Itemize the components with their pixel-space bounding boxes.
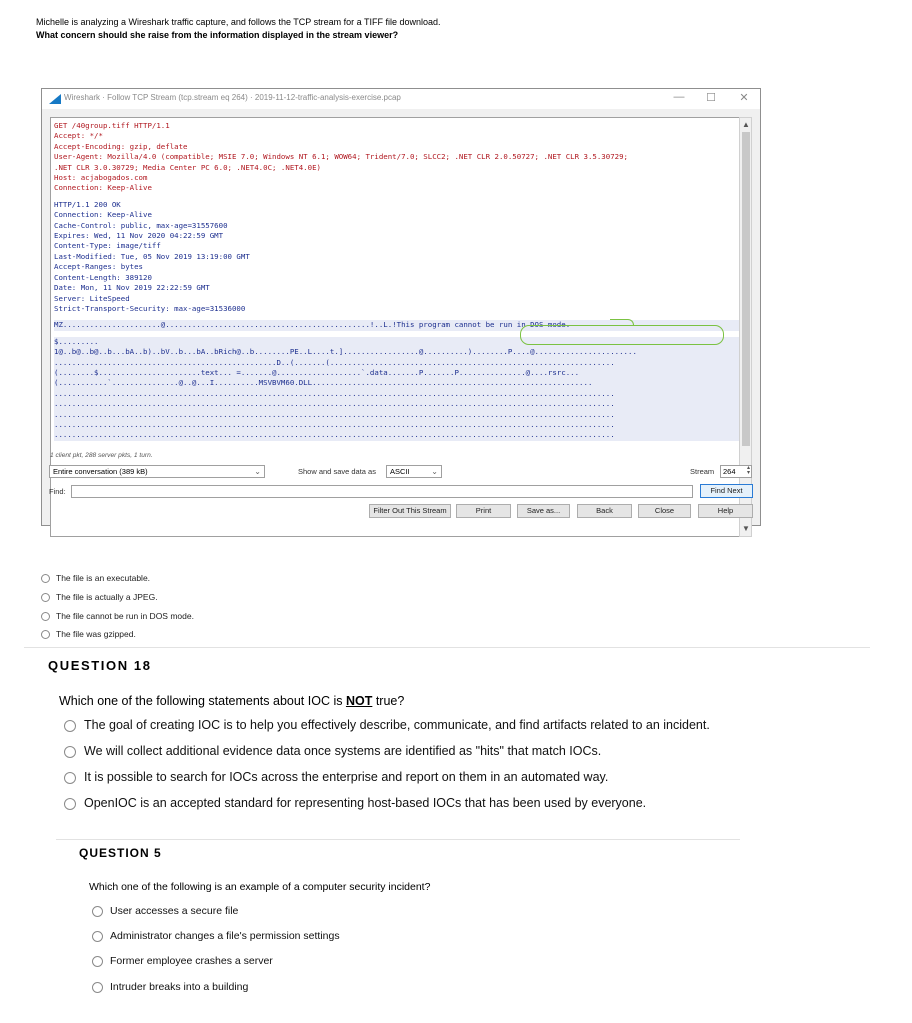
server-response-line: Expires: Wed, 11 Nov 2020 04:22:59 GMT bbox=[54, 231, 224, 241]
scroll-thumb[interactable] bbox=[742, 132, 750, 446]
back-button[interactable]: Back bbox=[577, 504, 632, 518]
q1-option-4[interactable] bbox=[41, 629, 136, 639]
q5-option-4[interactable] bbox=[92, 981, 248, 993]
binary-dump-line: 1@..b@..b@..b...bA..b)..bV..b...bA..bRich@..b........PE..L....t.].................@..........)........P....@....................... bbox=[54, 347, 739, 357]
data-format-select[interactable] bbox=[386, 465, 442, 478]
binary-dump-line: (........$.......................text... =.......@...................`.data.......P.......P...............@....rsrc... bbox=[54, 368, 739, 378]
q5-option-3[interactable] bbox=[92, 955, 273, 967]
print-button[interactable]: Print bbox=[456, 504, 511, 518]
q5-option-4-label: Intruder breaks into a building bbox=[110, 981, 249, 993]
radio-button[interactable] bbox=[92, 982, 103, 993]
close-icon[interactable]: ✕ bbox=[739, 92, 749, 104]
minimize-icon[interactable]: — bbox=[673, 91, 685, 103]
q5-option-2-label: Administrator changes a file's permission settings bbox=[110, 930, 340, 942]
data-format-value: ASCII bbox=[390, 467, 410, 476]
show-save-label: Show and save data as bbox=[298, 467, 376, 476]
binary-dump-block bbox=[54, 337, 739, 441]
binary-dump-line: (...........`...............@..@...I..........MSVBVM60.DLL............................................................... bbox=[54, 378, 739, 388]
scroll-up-icon[interactable]: ▲ bbox=[742, 120, 750, 129]
find-label: Find: bbox=[49, 487, 66, 496]
stream-label: Stream bbox=[690, 467, 715, 476]
radio-button[interactable] bbox=[64, 772, 76, 784]
q5-option-1-label: User accesses a secure file bbox=[110, 905, 239, 917]
radio-button[interactable] bbox=[64, 798, 76, 810]
highlight-annotation-mark bbox=[610, 319, 634, 325]
mz-header-line: MZ......................@..............................................!..L.!This program cannot be run in DOS mode. bbox=[54, 320, 739, 330]
client-request-line: .NET CLR 3.0.30729; Media Center PC 6.0; .NET4.0C; .NET4.0E) bbox=[54, 162, 321, 172]
spinner-arrows-icon[interactable]: ▴ ▾ bbox=[746, 465, 750, 476]
q1-option-3-label: The file cannot be run in DOS mode. bbox=[56, 611, 194, 621]
scroll-down-icon[interactable]: ▼ bbox=[742, 524, 750, 533]
q5-option-2[interactable] bbox=[92, 930, 340, 942]
radio-button[interactable] bbox=[92, 956, 103, 967]
conversation-select-value: Entire conversation (389 kB) bbox=[53, 467, 148, 476]
q18-option-2-label: We will collect additional evidence data once systems are identified as "hits" that match IOCs. bbox=[84, 744, 602, 758]
find-next-button[interactable]: Find Next bbox=[700, 484, 753, 498]
stream-number-spinner[interactable] bbox=[720, 465, 752, 478]
question-18-heading: QUESTION 18 bbox=[48, 658, 152, 673]
conversation-select[interactable] bbox=[49, 465, 265, 478]
highlight-annotation-circle bbox=[520, 325, 724, 345]
section-divider bbox=[24, 647, 870, 648]
binary-dump-line: .............................................................................................................................. bbox=[54, 430, 739, 440]
server-response-line: HTTP/1.1 200 OK bbox=[54, 199, 121, 209]
radio-button[interactable] bbox=[41, 630, 50, 639]
q18-option-4[interactable] bbox=[64, 796, 646, 810]
q1-option-1-label: The file is an executable. bbox=[56, 573, 151, 583]
client-request-block bbox=[54, 121, 739, 194]
q1-option-4-label: The file was gzipped. bbox=[56, 629, 136, 639]
wireshark-follow-stream-window bbox=[41, 88, 761, 533]
q5-option-3-label: Former employee crashes a server bbox=[110, 955, 273, 967]
radio-button[interactable] bbox=[64, 746, 76, 758]
client-request-line: Connection: Keep-Alive bbox=[54, 183, 152, 193]
binary-dump-line: .............................................................................................................................. bbox=[54, 420, 739, 430]
client-request-line: User-Agent: Mozilla/4.0 (compatible; MSIE 7.0; Windows NT 6.1; WOW64; Trident/7.0; SLCC2; .NET CLR 2.0.50727; .NET CLR 3.5.30729; bbox=[54, 152, 628, 162]
server-response-line: Content-Length: 389120 bbox=[54, 272, 152, 282]
server-response-line: Connection: Keep-Alive bbox=[54, 210, 152, 220]
q1-option-2[interactable] bbox=[41, 592, 158, 602]
q18-text-after: true? bbox=[372, 694, 405, 708]
q18-option-2[interactable] bbox=[64, 744, 601, 758]
server-response-line: Content-Type: image/tiff bbox=[54, 241, 161, 251]
binary-dump-line: .............................................................................................................................. bbox=[54, 410, 739, 420]
binary-dump-line: $......... bbox=[54, 337, 739, 347]
save-as-button[interactable]: Save as... bbox=[517, 504, 570, 518]
q18-option-1[interactable] bbox=[64, 718, 710, 732]
radio-button[interactable] bbox=[41, 574, 50, 583]
q18-text-before: Which one of the following statements about IOC is bbox=[59, 694, 346, 708]
help-button[interactable]: Help bbox=[698, 504, 753, 518]
client-request-line: Accept-Encoding: gzip, deflate bbox=[54, 141, 188, 151]
question-18-text bbox=[59, 694, 404, 708]
section-divider bbox=[56, 839, 740, 840]
q5-option-1[interactable] bbox=[92, 905, 238, 917]
radio-button[interactable] bbox=[64, 720, 76, 732]
stream-number-value: 264 bbox=[723, 467, 736, 476]
server-response-line: Cache-Control: public, max-age=31557600 bbox=[54, 220, 228, 230]
q1-option-1[interactable] bbox=[41, 573, 150, 583]
server-response-line: Last-Modified: Tue, 05 Nov 2019 13:19:00 GMT bbox=[54, 251, 250, 261]
question-5-text: Which one of the following is an example of a computer security incident? bbox=[89, 881, 431, 893]
wireshark-fin-icon bbox=[48, 93, 62, 105]
q18-text-emphasis: NOT bbox=[345, 694, 373, 708]
q18-option-1-label: The goal of creating IOC is to help you effectively describe, communicate, and find artifacts related to an incident. bbox=[84, 718, 710, 732]
chevron-down-icon: ⌄ bbox=[254, 467, 261, 476]
q18-option-3-label: It is possible to search for IOCs across the enterprise and report on them in an automated way. bbox=[84, 770, 609, 784]
server-response-line: Accept-Ranges: bytes bbox=[54, 262, 143, 272]
binary-dump-line: .............................................................................................................................. bbox=[54, 389, 739, 399]
question-5-heading: QUESTION 5 bbox=[79, 846, 162, 860]
find-input[interactable] bbox=[71, 485, 693, 498]
q1-option-2-label: The file is actually a JPEG. bbox=[56, 592, 158, 602]
radio-button[interactable] bbox=[92, 906, 103, 917]
window-title: Wireshark · Follow TCP Stream (tcp.stream eq 264) · 2019-11-12-traffic-analysis-exercise.pcap bbox=[64, 93, 401, 102]
radio-button[interactable] bbox=[41, 593, 50, 602]
client-request-line: Host: acjabogados.com bbox=[54, 173, 148, 183]
close-button[interactable]: Close bbox=[638, 504, 691, 518]
radio-button[interactable] bbox=[41, 612, 50, 621]
server-response-line: Date: Mon, 11 Nov 2019 22:22:59 GMT bbox=[54, 283, 210, 293]
intro-line-1: Michelle is analyzing a Wireshark traffic capture, and follows the TCP stream for a TIFF file download. bbox=[36, 17, 441, 27]
window-titlebar bbox=[42, 89, 760, 109]
filter-out-stream-button[interactable]: Filter Out This Stream bbox=[369, 504, 451, 518]
client-request-line: Accept: */* bbox=[54, 131, 103, 141]
server-response-line: Server: LiteSpeed bbox=[54, 293, 130, 303]
server-response-block bbox=[54, 200, 739, 314]
binary-dump-line: ..................................................D..(.......(................................................................ bbox=[54, 358, 739, 368]
maximize-icon[interactable]: ☐ bbox=[706, 92, 716, 104]
server-response-line: Strict-Transport-Security: max-age=31536000 bbox=[54, 303, 246, 313]
intro-question bbox=[36, 16, 441, 42]
q18-option-3[interactable] bbox=[64, 770, 608, 784]
binary-dump-line: .............................................................................................................................. bbox=[54, 399, 739, 409]
packet-status: 1 client pkt, 288 server pkts, 1 turn. bbox=[50, 452, 153, 459]
intro-line-2: What concern should she raise from the information displayed in the stream viewer? bbox=[36, 30, 399, 40]
q18-option-4-label: OpenIOC is an accepted standard for representing host-based IOCs that has been used by everyone. bbox=[84, 796, 647, 810]
q1-option-3[interactable] bbox=[41, 611, 194, 621]
client-request-line: GET /40group.tiff HTTP/1.1 bbox=[54, 121, 170, 130]
chevron-down-icon: ⌄ bbox=[431, 467, 438, 476]
radio-button[interactable] bbox=[92, 931, 103, 942]
